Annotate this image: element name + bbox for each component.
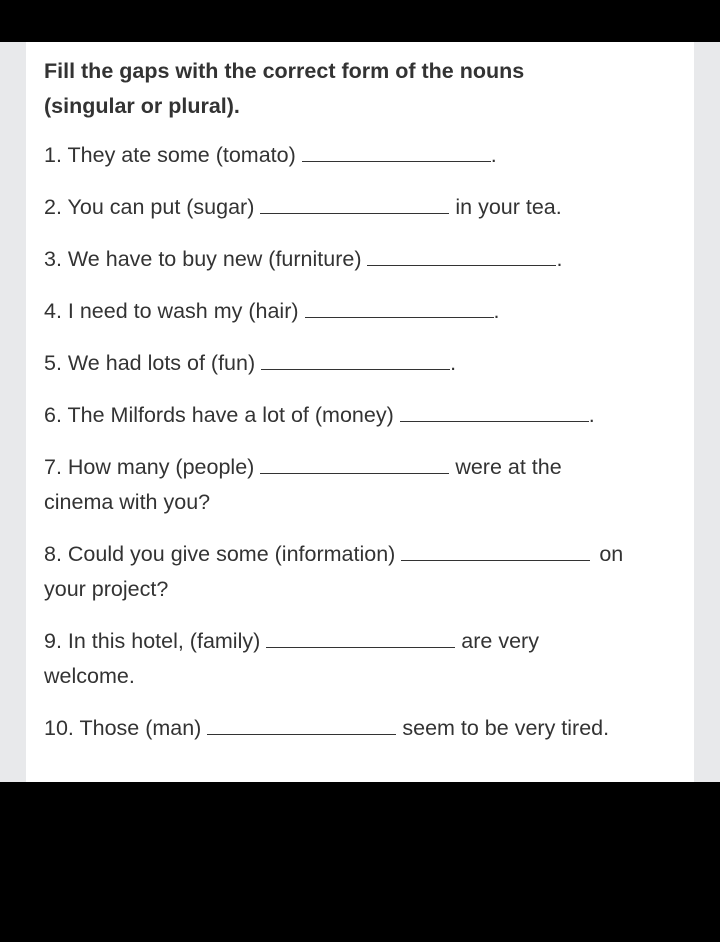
- exercise-2-blank: [260, 191, 449, 214]
- top-black-bar: [0, 0, 720, 42]
- exercise-5-prompt: 5. We had lots of (fun): [44, 351, 256, 375]
- exercise-2-prompt: 2. You can put (sugar): [44, 195, 255, 219]
- title-line-1: Fill the gaps with the correct form of the nouns: [44, 59, 525, 83]
- exercise-3-blank: [367, 243, 556, 266]
- title-line-2: (singular or plural).: [44, 94, 240, 118]
- exercise-6-prompt: 6. The Milfords have a lot of (money): [44, 403, 394, 427]
- exercise-9-blank: [266, 625, 455, 648]
- exercise-3: [44, 242, 562, 277]
- exercise-4: [44, 294, 500, 329]
- exercise-1-blank: [302, 139, 491, 162]
- exercise-7-blank: [260, 451, 449, 474]
- exercise-1-ending: .: [490, 143, 497, 167]
- exercise-6-ending: .: [588, 403, 595, 427]
- exercise-5-blank: [261, 347, 450, 370]
- exercise-3-prompt: 3. We have to buy new (furniture): [44, 247, 362, 271]
- exercise-7: [44, 450, 562, 520]
- exercise-2-ending: in your tea.: [455, 195, 562, 219]
- exercise-10-prompt: 10. Those (man): [44, 716, 202, 740]
- exercise-8-ending: on: [599, 542, 624, 566]
- exercise-7-continuation: cinema with you?: [44, 490, 211, 514]
- exercise-8-blank: [401, 538, 590, 561]
- exercise-6: [44, 398, 595, 433]
- exercise-4-blank: [305, 295, 494, 318]
- exercise-3-ending: .: [556, 247, 563, 271]
- exercise-10-blank: [207, 712, 396, 735]
- exercise-7-prompt: 7. How many (people): [44, 455, 255, 479]
- exercise-9-ending: are very: [461, 629, 539, 653]
- exercise-9-continuation: welcome.: [44, 664, 135, 688]
- exercise-9-prompt: 9. In this hotel, (family): [44, 629, 261, 653]
- exercise-2: [44, 190, 562, 225]
- exercise-10: [44, 711, 609, 746]
- exercise-4-prompt: 4. I need to wash my (hair): [44, 299, 299, 323]
- exercise-8-continuation: your project?: [44, 577, 169, 601]
- exercise-7-ending: were at the: [455, 455, 562, 479]
- exercise-8: [44, 537, 623, 607]
- exercise-5-ending: .: [450, 351, 457, 375]
- exercise-10-ending: seem to be very tired.: [402, 716, 610, 740]
- exercise-9: [44, 624, 539, 694]
- exercise-5: [44, 346, 456, 381]
- exercise-1: [44, 138, 497, 173]
- bottom-black-bar: [0, 782, 720, 942]
- worksheet-title: [44, 54, 644, 124]
- exercise-8-prompt: 8. Could you give some (information): [44, 542, 396, 566]
- exercise-4-ending: .: [493, 299, 500, 323]
- worksheet: [26, 42, 694, 782]
- exercise-6-blank: [400, 399, 589, 422]
- exercise-1-prompt: 1. They ate some (tomato): [44, 143, 296, 167]
